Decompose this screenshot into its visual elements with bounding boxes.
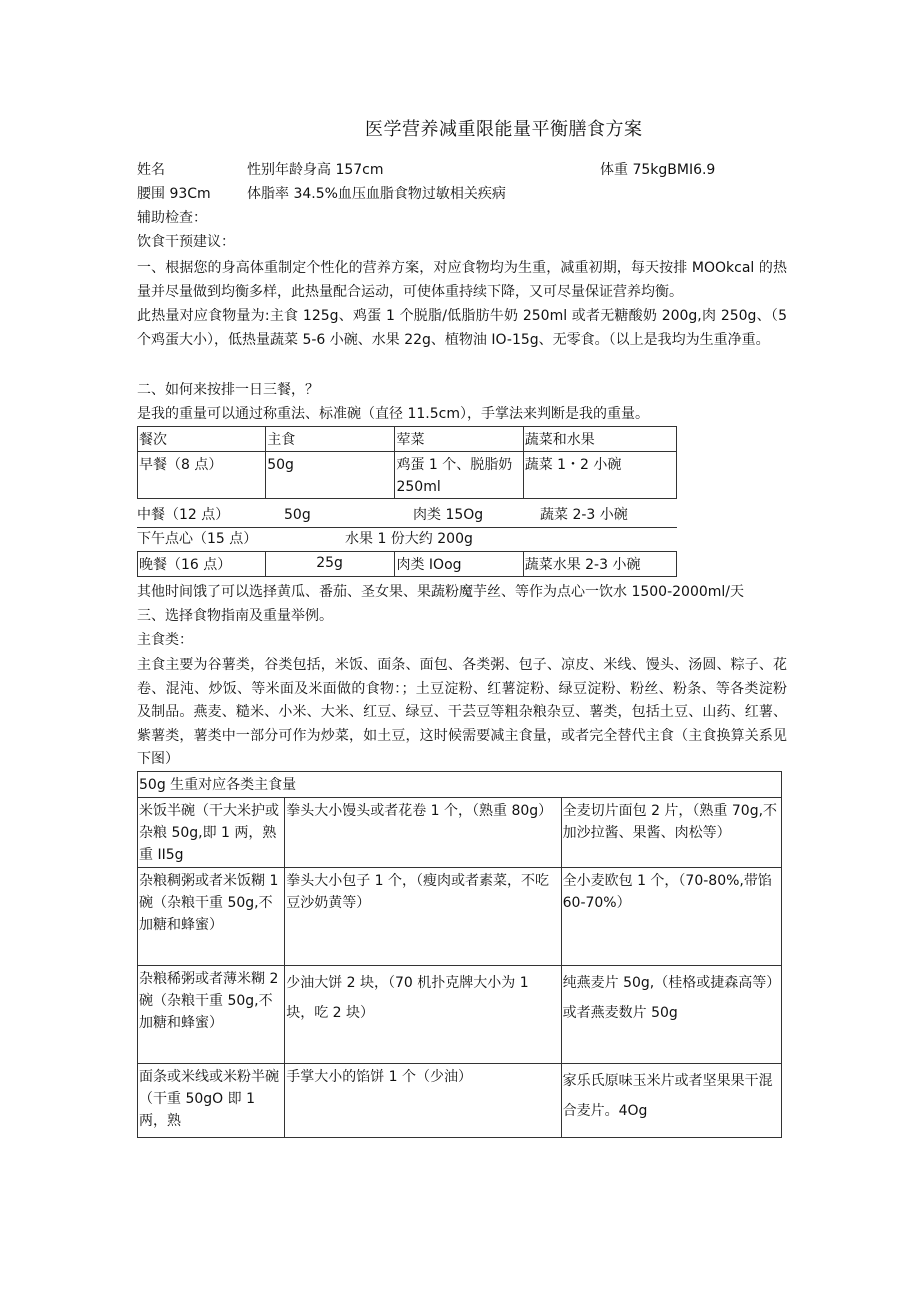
staple-r3-c2: 少油大饼 2 块，（70 机扑克牌大小为 1 块，吃 2 块） <box>285 966 561 1064</box>
lunch-divider <box>137 527 677 528</box>
header-meat: 荤菜 <box>395 427 523 452</box>
staple-row-1 <box>138 798 782 868</box>
staple-table <box>137 771 782 1138</box>
staple-r2-c2: 拳头大小包子 1 个，（瘦肉或者素菜，不吃豆沙奶黄等） <box>285 868 561 966</box>
page-title: 医学营养减重限能量平衡膳食方案 <box>365 119 643 140</box>
lunch-staple: 50g <box>284 507 311 523</box>
gender-age-height: 性别年龄身高 157cm <box>247 162 384 178</box>
staple-r1-c2: 拳头大小馒头或者花卷 1 个，（熟重 80g） <box>285 798 561 868</box>
staple-r3-c1: 杂粮稀粥或者薄米糊 2 碗（杂粮干重 50g,不加糖和蜂蜜） <box>138 966 285 1064</box>
weight-bmi: 体重 75kgBMI6.9 <box>600 162 716 178</box>
meal-table <box>137 426 677 499</box>
staple-r2-c3: 全小麦欧包 1 个，（70-80%,带馅 60-70%） <box>561 868 781 966</box>
bodyfat-info: 体脂率 34.5%血压血脂食物过敏相关疾病 <box>247 186 506 202</box>
staple-row-3 <box>138 966 782 1064</box>
lunch-veg: 蔬菜 2-3 小碗 <box>540 507 628 523</box>
snack-meal: 下午点心（15 点） <box>137 531 258 547</box>
staple-r1-c3: 全麦切片面包 2 片，（熟重 70g,不加沙拉酱、果酱、肉松等） <box>561 798 781 868</box>
dinner-veg: 蔬菜水果 2-3 小碗 <box>523 552 676 577</box>
aux-check: 辅助检查： <box>137 210 207 226</box>
meal-table-header <box>138 427 677 452</box>
diet-advice: 饮食干预建议： <box>137 234 235 250</box>
section2-heading: 二、如何来按排一日三餐，？ <box>137 382 319 398</box>
lunch-meal: 中餐（12 点） <box>137 507 230 523</box>
staple-row-4 <box>138 1064 782 1138</box>
section3-heading: 三、选择食物指南及重量举例。 <box>137 608 333 624</box>
breakfast-meat: 鸡蛋 1 个、脱脂奶 250ml <box>395 452 523 499</box>
staple-row-2 <box>138 868 782 966</box>
breakfast-staple: 50g <box>266 452 395 499</box>
lunch-meat: 肉类 15Og <box>413 507 484 523</box>
header-staple: 主食 <box>266 427 395 452</box>
section2-intro: 是我的重量可以通过称重法、标准碗（直径 11.5cm），手掌法来判断是我的重量。 <box>137 406 649 422</box>
section1-paragraph1: 一、根据您的身高体重制定个性化的营养方案，对应食物均为生重，减重初期，每天按排 MOOkcal 的热量并尽量做到均衡多样，此热量配合运动，可使体重持续下降，又可尽量保证营养均衡。 <box>137 260 787 300</box>
dinner-meat: 肉类 IOog <box>395 552 523 577</box>
snack-content: 水果 1 份大约 200g <box>345 531 473 547</box>
breakfast-meal: 早餐（8 点） <box>138 452 266 499</box>
breakfast-row <box>138 452 677 499</box>
staple-r4-c2: 手掌大小的馅饼 1 个（少油） <box>285 1064 561 1138</box>
dinner-staple: 25g <box>266 552 395 577</box>
after-table-note: 其他时间饿了可以选择黄瓜、番茄、圣女果、果蔬粉魔芋丝、等作为点心一饮水 1500-2000ml/天 <box>137 584 745 600</box>
dinner-meal: 晚餐（16 点） <box>138 552 266 577</box>
staple-r2-c1: 杂粮稠粥或者米饭糊 1 碗（杂粮干重 50g,不加糖和蜂蜜） <box>138 868 285 966</box>
staple-table-header-row <box>138 772 782 798</box>
staple-table-header: 50g 生重对应各类主食量 <box>138 772 782 798</box>
name-label: 姓名 <box>137 162 165 178</box>
staple-r1-c1: 米饭半碗（干大米护或杂粮 50g,即 1 两，熟重 II5g <box>138 798 285 868</box>
header-veg: 蔬菜和水果 <box>523 427 676 452</box>
header-meal: 餐次 <box>138 427 266 452</box>
staple-paragraph: 主食主要为谷薯类，谷类包括，米饭、面条、面包、各类粥、包子、凉皮、米线、馒头、汤圆、粽子、花卷、混沌、炒饭、等米面及米面做的食物：；土豆淀粉、红薯淀粉、绿豆淀粉、粉丝、粉条、等各类淀粉及制品。燕麦、糙米、小米、大米、红豆、绿豆、干芸豆等粗杂粮杂豆、薯类，包括土豆、山药、红薯、紫薯类，薯类中一部分可作为炒菜，如土豆，这时候需要减主食量，或者完全替代主食（主食换算关系见下图） <box>137 657 787 767</box>
section1-paragraph2: 此热量对应食物量为:主食 125g、鸡蛋 1 个脱脂/低脂肪牛奶 250ml 或者无糖酸奶 200g,肉 250g、（5 个鸡蛋大小），低热量蔬菜 5-6 小碗、水果 22g、植物油 IO-15g、无零食。（以上是我均为生重净重。 <box>137 308 787 348</box>
dinner-row <box>138 552 677 577</box>
waist: 腰围 93Cm <box>137 186 211 202</box>
staple-r4-c3: 家乐氏原味玉米片或者坚果果干混合麦片。4Og <box>561 1064 781 1138</box>
staple-r4-c1: 面条或米线或米粉半碗（干重 50gO 即 1 两，熟 <box>138 1064 285 1138</box>
dinner-table <box>137 551 677 577</box>
staple-r3-c3: 纯燕麦片 50g,（桂格或捷森高等）或者燕麦数片 50g <box>561 966 781 1064</box>
staple-heading: 主食类： <box>137 632 193 648</box>
breakfast-veg: 蔬菜 1・2 小碗 <box>523 452 676 499</box>
